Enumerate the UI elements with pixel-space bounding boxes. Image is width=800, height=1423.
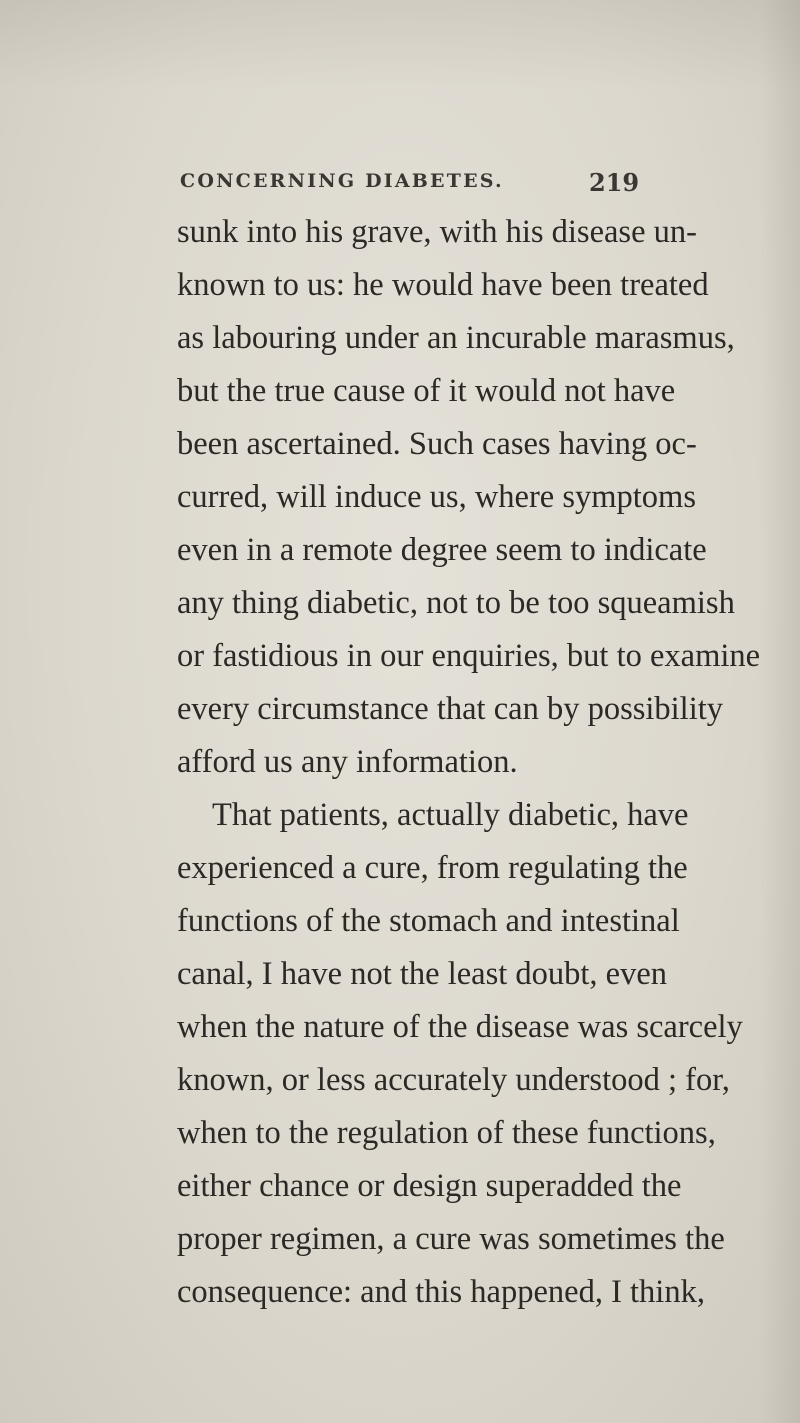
page-edge-shading: [760, 0, 800, 1423]
text-line: as labouring under an incurable marasmus,: [177, 320, 735, 356]
text-line: known to us: he would have been treated: [177, 267, 709, 303]
text-line: consequence: and this happened, I think,: [177, 1274, 705, 1310]
page-number: 219: [589, 168, 640, 197]
text-line: been ascertained. Such cases having oc-: [177, 426, 697, 462]
text-line: sunk into his grave, with his disease un-: [177, 214, 697, 250]
text-line: even in a remote degree seem to indicate: [177, 532, 707, 568]
text-line: curred, will induce us, where symptoms: [177, 479, 696, 515]
text-line: or fastidious in our enquiries, but to examine: [177, 638, 761, 674]
text-line: afford us any information.: [177, 744, 518, 780]
text-line: but the true cause of it would not have: [177, 373, 676, 409]
text-line: any thing diabetic, not to be too squeamish: [177, 585, 735, 621]
page-top-shading: [0, 0, 800, 90]
running-head-title: CONCERNING DIABETES.: [180, 170, 504, 192]
text-line: functions of the stomach and intestinal: [177, 903, 680, 939]
text-line: either chance or design superadded the: [177, 1168, 682, 1204]
text-line: when to the regulation of these functions,: [177, 1115, 716, 1151]
text-line: That patients, actually diabetic, have: [212, 797, 689, 833]
text-line: known, or less accurately understood ; for,: [177, 1062, 730, 1098]
text-line: when the nature of the disease was scarcely: [177, 1009, 743, 1045]
text-line: canal, I have not the least doubt, even: [177, 956, 668, 992]
text-line: experienced a cure, from regulating the: [177, 850, 688, 886]
running-head: [0, 168, 800, 198]
text-line: proper regimen, a cure was sometimes the: [177, 1221, 725, 1257]
text-line: every circumstance that can by possibility: [177, 691, 724, 727]
